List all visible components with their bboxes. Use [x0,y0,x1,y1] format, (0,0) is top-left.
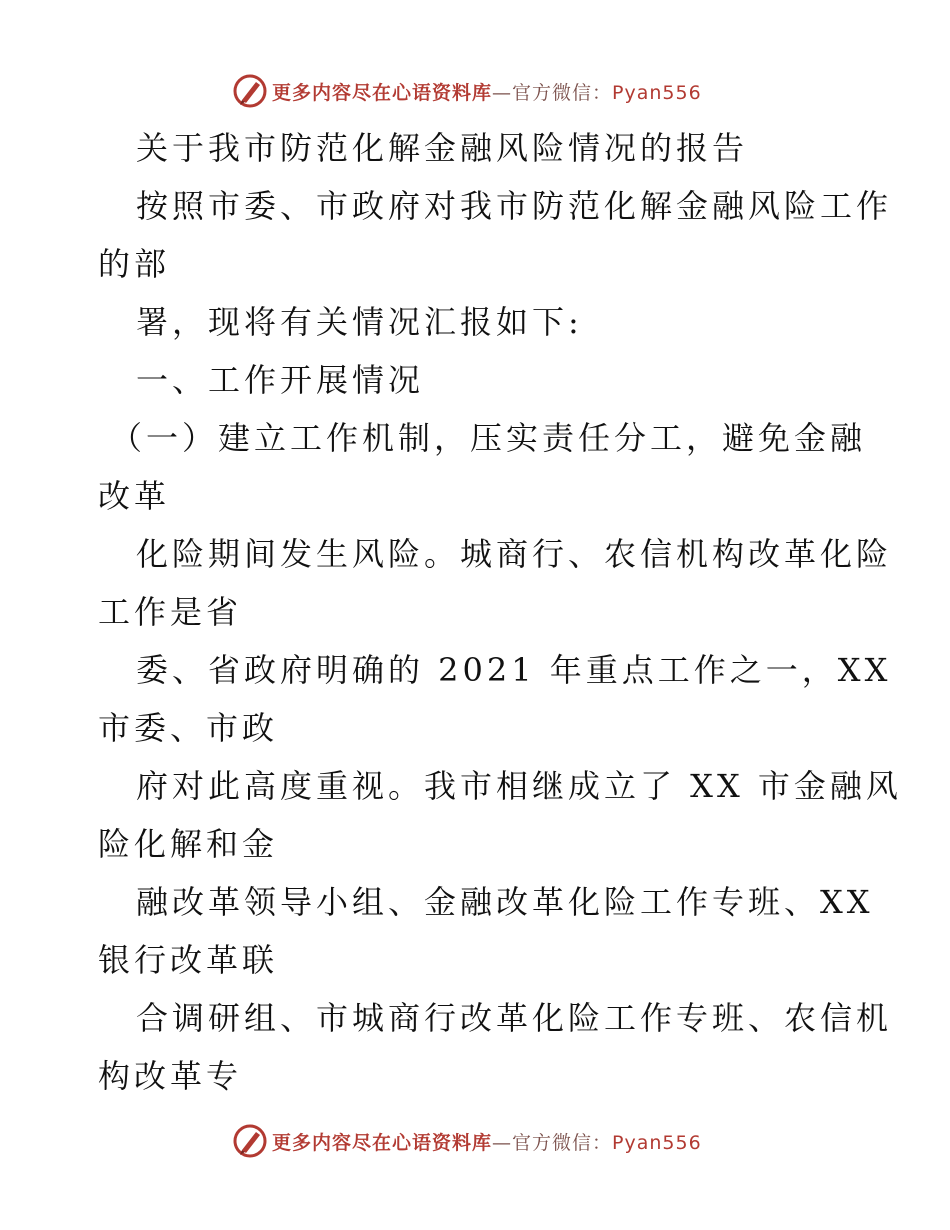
watermark-text: 更多内容尽在心语资料库—官方微信：Pyan556 [272,81,702,104]
paragraph-line: 的部 [98,245,171,283]
paragraph-line: 合调研组、市城商行改革化险工作专班、农信机 [136,999,893,1037]
pen-logo-icon [232,73,268,109]
paragraph-line: 按照市委、市政府对我市防范化解金融风险工作 [136,187,893,225]
paragraph-line: 险化解和金 [98,825,279,863]
watermark-footer [232,1121,702,1161]
pen-logo-icon [232,1123,268,1159]
watermark-text: 更多内容尽在心语资料库—官方微信：Pyan556 [272,1131,702,1154]
document-title: 关于我市防范化解金融风险情况的报告 [136,129,749,167]
paragraph-line: 化险期间发生风险。城商行、农信机构改革化险 [136,535,893,573]
subsection-heading: （一）建立工作机制，压实责任分工，避免金融 [110,419,867,457]
paragraph-line: 改革 [98,477,171,515]
paragraph-line: 府对此高度重视。我市相继成立了 XX 市金融风 [136,767,902,805]
section-heading: 一、工作开展情况 [136,361,425,399]
paragraph-line: 委、省政府明确的 2021 年重点工作之一，XX [136,651,892,689]
paragraph-line: 市委、市政 [98,709,279,747]
paragraph-line: 融改革领导小组、金融改革化险工作专班、XX [136,883,874,921]
paragraph-line: 署，现将有关情况汇报如下: [136,303,583,341]
paragraph-line: 工作是省 [98,593,243,631]
paragraph-line: 银行改革联 [98,941,279,979]
watermark-header [232,71,702,111]
paragraph-line: 构改革专 [98,1057,243,1095]
